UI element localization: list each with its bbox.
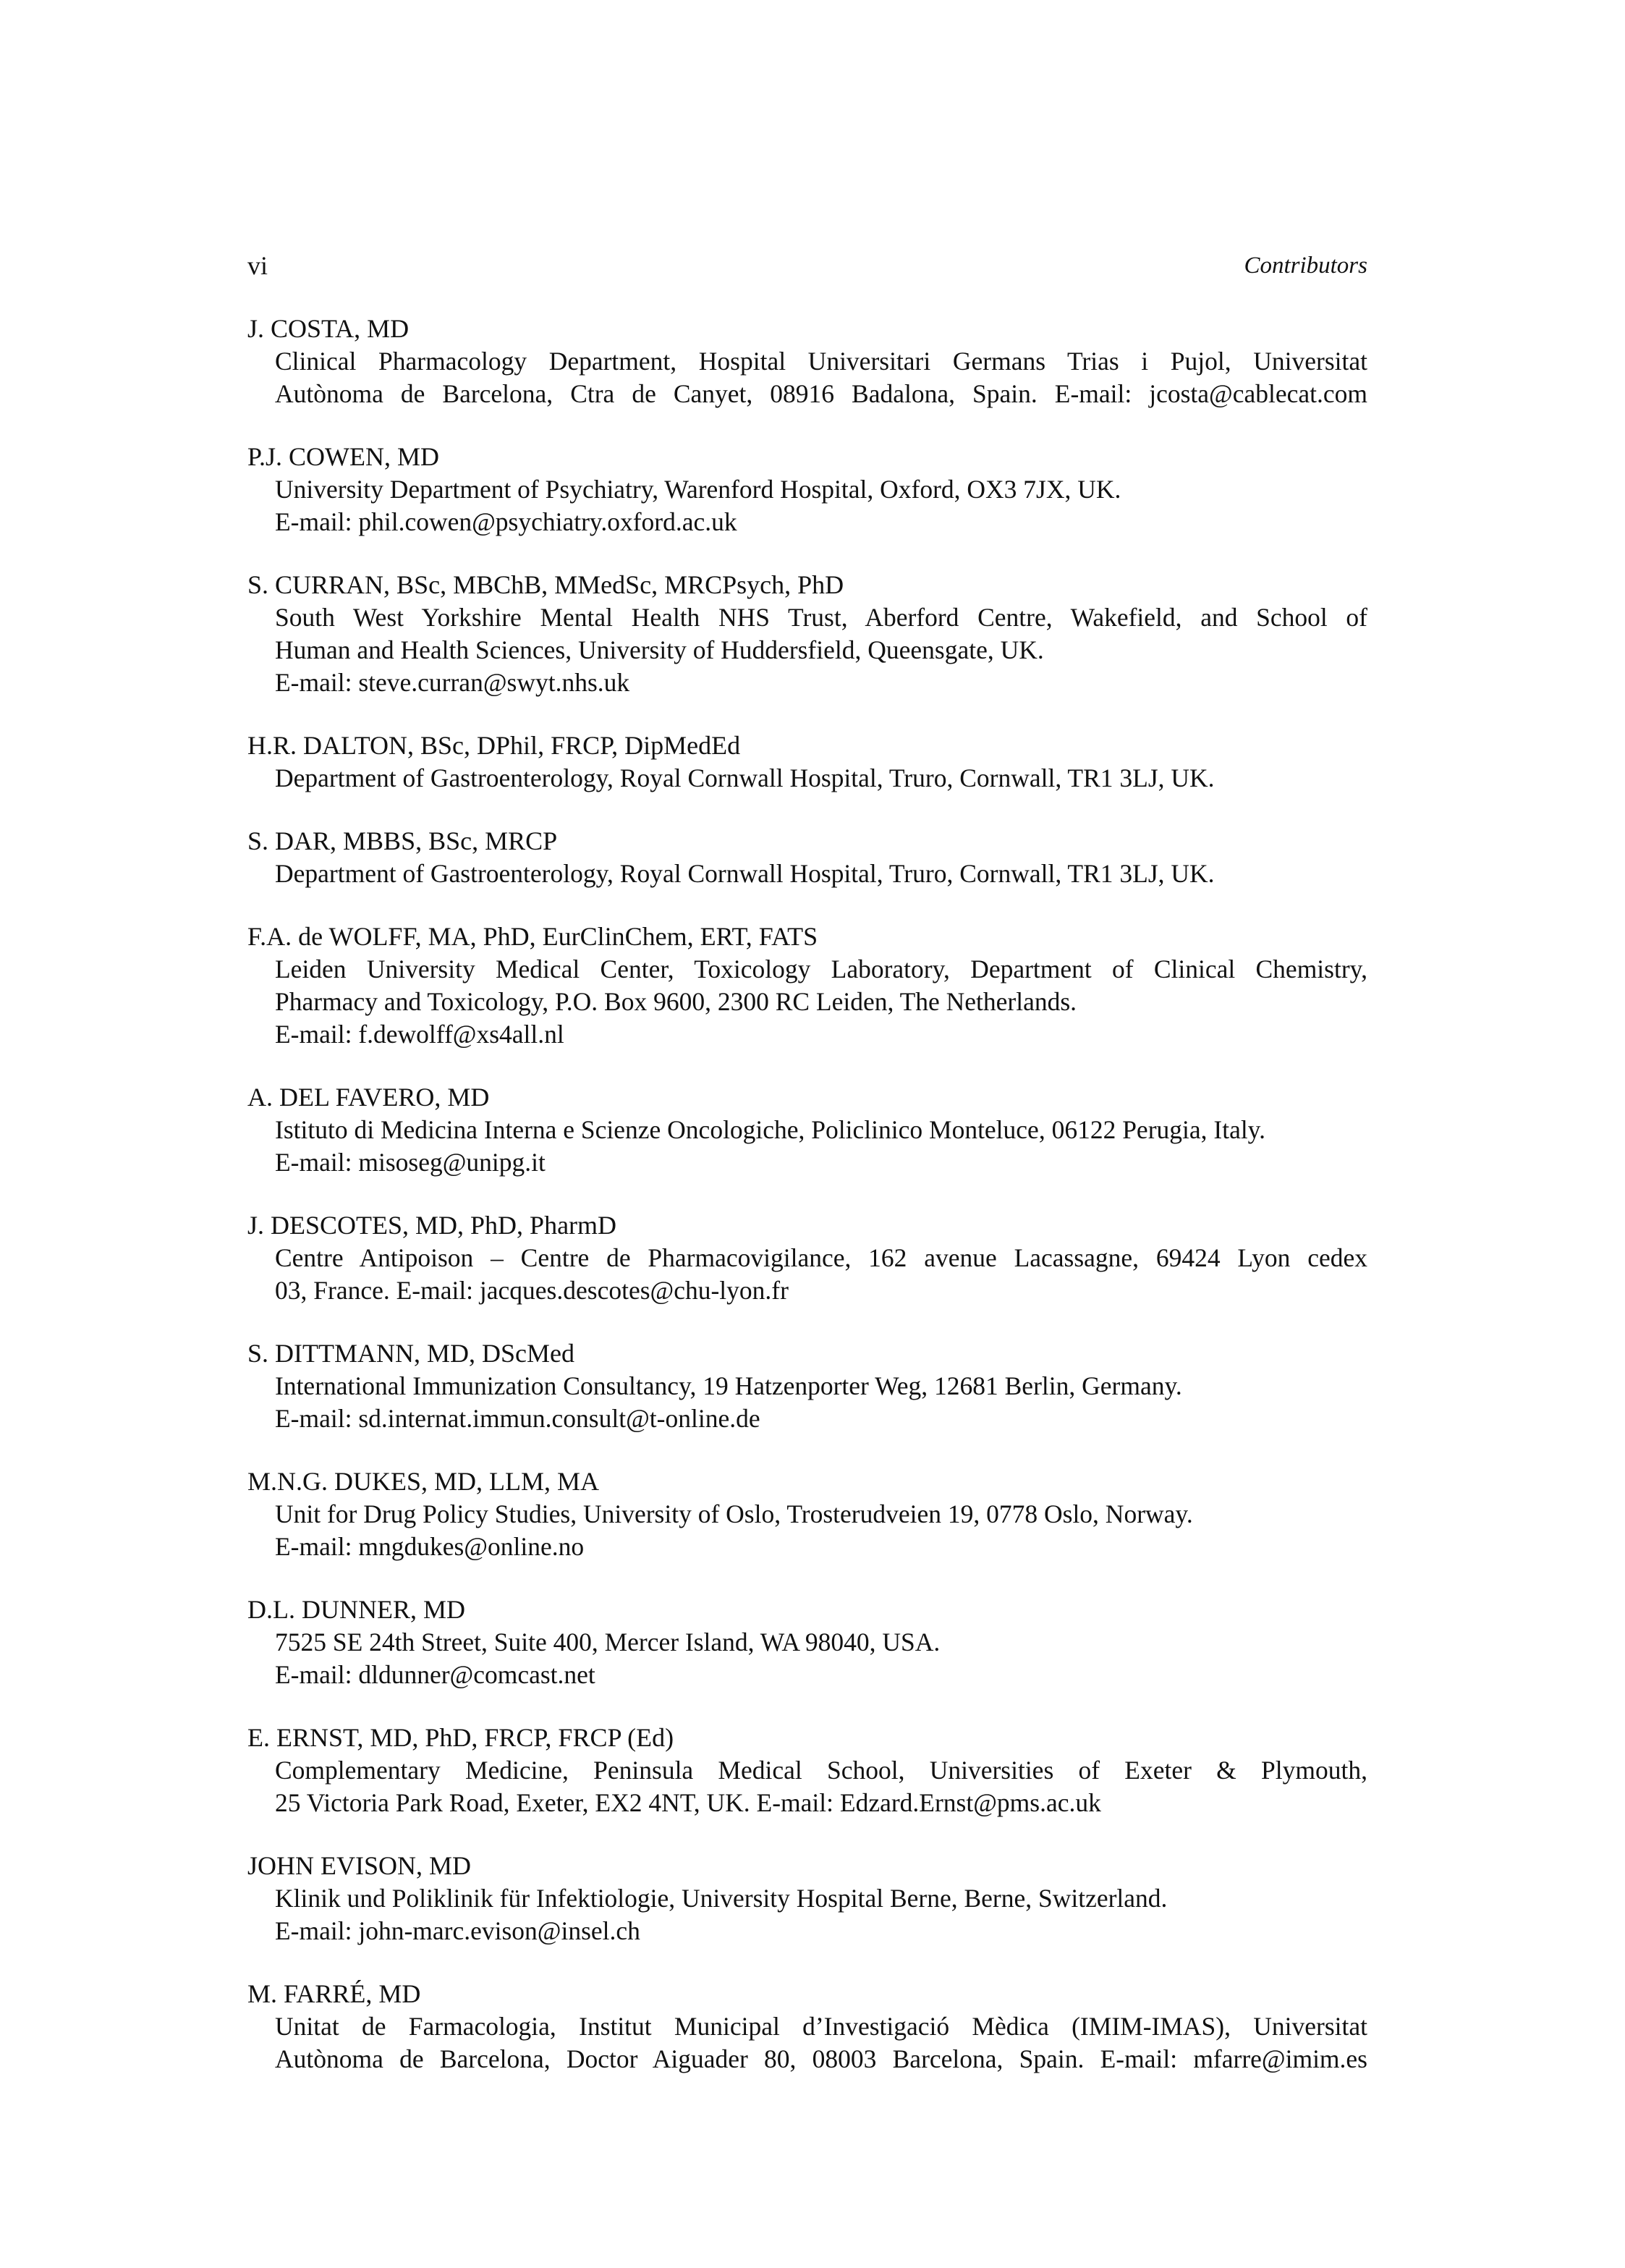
affiliation-line: E-mail: f.dewolff@xs4all.nl <box>275 1020 564 1049</box>
affiliation-line: Autònoma de Barcelona, Ctra de Canyet, 08916 Badalona, Spain. E-mail: jcosta@cablecat.com <box>275 379 1367 408</box>
affiliation-line: Unit for Drug Policy Studies, University of Oslo, Trosterudveien 19, 0778 Oslo, Norway. <box>275 1499 1193 1528</box>
affiliation-line: E-mail: misoseg@unipg.it <box>275 1148 546 1177</box>
contributor-affiliation <box>247 1114 1367 1179</box>
affiliation-line: Autònoma de Barcelona, Doctor Aiguader 80, 08003 Barcelona, Spain. E-mail: mfarre@imim.es <box>275 2044 1367 2073</box>
affiliation-line: 03, France. E-mail: jacques.descotes@chu-lyon.fr <box>275 1276 789 1305</box>
contributor-affiliation <box>247 473 1367 538</box>
affiliation-line: E-mail: dldunner@comcast.net <box>275 1660 595 1689</box>
contributor-entry <box>247 1337 1367 1435</box>
affiliation-line: Clinical Pharmacology Department, Hospital Universitari Germans Trias i Pujol, Universitat <box>275 347 1367 376</box>
affiliation-line: Pharmacy and Toxicology, P.O. Box 9600, 2300 RC Leiden, The Netherlands. <box>275 987 1077 1016</box>
affiliation-line: Leiden University Medical Center, Toxicology Laboratory, Department of Clinical Chemistry, <box>275 955 1367 983</box>
page-number: vi <box>247 251 268 280</box>
contributor-affiliation <box>247 858 1367 890</box>
affiliation-line: South West Yorkshire Mental Health NHS Trust, Aberford Centre, Wakefield, and School of <box>275 603 1367 632</box>
contributor-name: S. CURRAN, BSc, MBChB, MMedSc, MRCPsych, PhD <box>247 570 844 599</box>
contributor-name: E. ERNST, MD, PhD, FRCP, FRCP (Ed) <box>247 1723 674 1752</box>
affiliation-line: Complementary Medicine, Peninsula Medical School, Universities of Exeter & Plymouth, <box>275 1756 1367 1785</box>
contributor-affiliation <box>247 1882 1367 1947</box>
contributor-affiliation <box>247 1242 1367 1307</box>
contributor-affiliation <box>247 345 1367 410</box>
contributor-name: A. DEL FAVERO, MD <box>247 1083 490 1112</box>
contributor-affiliation <box>247 1626 1367 1691</box>
affiliation-line: International Immunization Consultancy, 19 Hatzenporter Weg, 12681 Berlin, Germany. <box>275 1371 1182 1400</box>
contributor-name: S. DITTMANN, MD, DScMed <box>247 1339 574 1368</box>
contributor-name: JOHN EVISON, MD <box>247 1851 472 1880</box>
contributor-affiliation <box>247 953 1367 1051</box>
contributor-affiliation <box>247 1754 1367 1819</box>
contributor-entry <box>247 1722 1367 1819</box>
contributor-affiliation <box>247 2010 1367 2076</box>
affiliation-line: Human and Health Sciences, University of Huddersfield, Queensgate, UK. <box>275 635 1044 664</box>
contributor-name: P.J. COWEN, MD <box>247 442 440 471</box>
affiliation-line: E-mail: john-marc.evison@insel.ch <box>275 1916 640 1945</box>
contributor-name: D.L. DUNNER, MD <box>247 1595 465 1624</box>
contributor-entry <box>247 1209 1367 1307</box>
contributor-affiliation <box>247 1370 1367 1435</box>
contributor-affiliation <box>247 601 1367 699</box>
affiliation-line: University Department of Psychiatry, Warenford Hospital, Oxford, OX3 7JX, UK. <box>275 475 1121 504</box>
contributor-name: H.R. DALTON, BSc, DPhil, FRCP, DipMedEd <box>247 731 741 760</box>
contributor-entry <box>247 1465 1367 1563</box>
affiliation-line: E-mail: sd.internat.immun.consult@t-online.de <box>275 1404 760 1433</box>
contributor-name: M. FARRÉ, MD <box>247 1979 421 2008</box>
running-head <box>247 247 1367 284</box>
contributor-entry <box>247 921 1367 1051</box>
affiliation-line: 7525 SE 24th Street, Suite 400, Mercer Island, WA 98040, USA. <box>275 1628 941 1656</box>
contributor-affiliation <box>247 1498 1367 1563</box>
affiliation-line: Istituto di Medicina Interna e Scienze Oncologiche, Policlinico Monteluce, 06122 Perugia, Italy. <box>275 1115 1266 1144</box>
contributor-entry <box>247 441 1367 538</box>
contributor-affiliation <box>247 762 1367 795</box>
affiliation-line: Unitat de Farmacologia, Institut Municipal d’Investigació Mèdica (IMIM-IMAS), Universitat <box>275 2012 1367 2041</box>
contributor-entry <box>247 313 1367 410</box>
contributor-name: S. DAR, MBBS, BSc, MRCP <box>247 826 558 855</box>
affiliation-line: Department of Gastroenterology, Royal Cornwall Hospital, Truro, Cornwall, TR1 3LJ, UK. <box>275 859 1215 888</box>
affiliation-line: 25 Victoria Park Road, Exeter, EX2 4NT, UK. E-mail: Edzard.Ernst@pms.ac.uk <box>275 1788 1101 1817</box>
affiliation-line: Department of Gastroenterology, Royal Cornwall Hospital, Truro, Cornwall, TR1 3LJ, UK. <box>275 763 1215 792</box>
contributor-entry <box>247 1978 1367 2076</box>
affiliation-line: Centre Antipoison – Centre de Pharmacovigilance, 162 avenue Lacassagne, 69424 Lyon cedex <box>275 1243 1367 1272</box>
affiliation-line: Klinik und Poliklinik für Infektiologie, University Hospital Berne, Berne, Switzerland. <box>275 1884 1168 1913</box>
contributor-name: J. DESCOTES, MD, PhD, PharmD <box>247 1211 617 1240</box>
contributor-entry <box>247 1081 1367 1179</box>
contributor-entry <box>247 825 1367 890</box>
affiliation-line: E-mail: mngdukes@online.no <box>275 1532 585 1561</box>
contributor-name: M.N.G. DUKES, MD, LLM, MA <box>247 1467 600 1496</box>
contributor-name: F.A. de WOLFF, MA, PhD, EurClinChem, ERT, FATS <box>247 922 818 951</box>
contributor-entry <box>247 1594 1367 1691</box>
contributor-name: J. COSTA, MD <box>247 314 410 343</box>
contributor-entry <box>247 1850 1367 1947</box>
contributor-entry <box>247 729 1367 795</box>
affiliation-line: E-mail: phil.cowen@psychiatry.oxford.ac.uk <box>275 507 737 536</box>
contributor-entry <box>247 569 1367 699</box>
section-title: Contributors <box>1244 253 1367 279</box>
contributor-list <box>247 313 1367 2106</box>
affiliation-line: E-mail: steve.curran@swyt.nhs.uk <box>275 668 630 697</box>
